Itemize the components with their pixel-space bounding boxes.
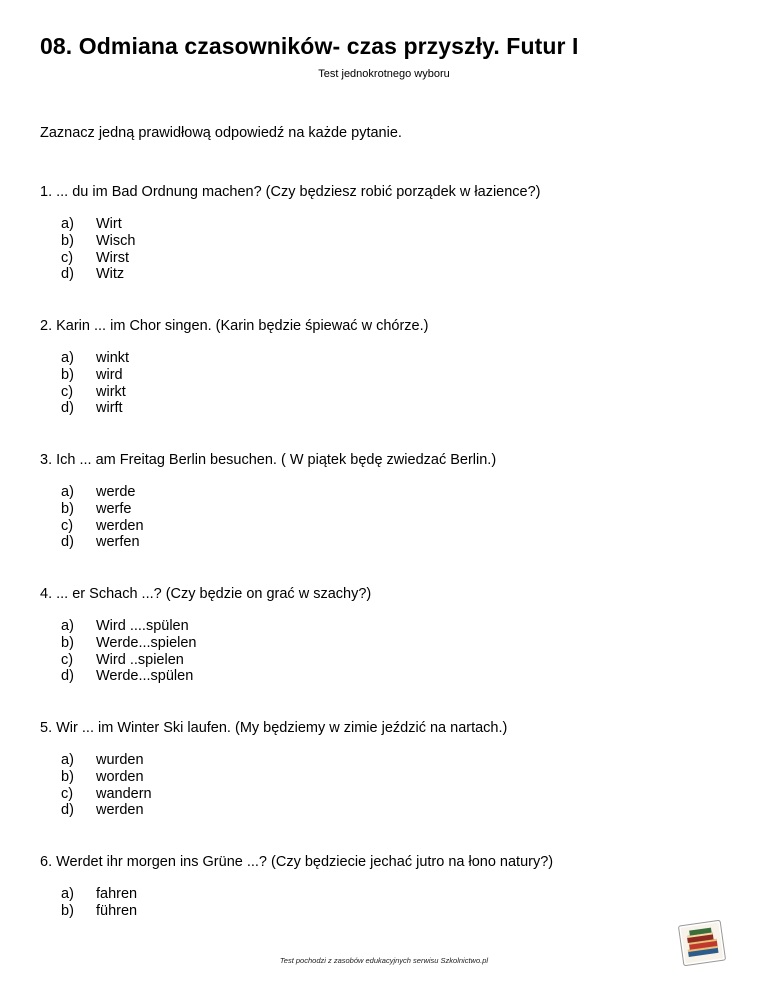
- answer-letter: b): [61, 500, 74, 517]
- answer-text: führen: [96, 902, 138, 919]
- question-text: 2. Karin ... im Chor singen. (Karin będzie śpiewać w chórze.): [40, 318, 429, 334]
- answer-text: Wirt: [96, 216, 122, 232]
- footer-source-text: Test pochodzi z zasobów edukacyjnych serwisu Szkolnictwo.pl: [279, 956, 489, 965]
- answer-letter: c): [61, 651, 74, 668]
- answer-list: [40, 216, 740, 283]
- answer-letter: a): [61, 886, 74, 902]
- answer-list: [40, 350, 740, 417]
- answer-text: wirkt: [96, 383, 126, 400]
- answer-option[interactable]: [40, 886, 740, 903]
- answer-text: Werde...spülen: [96, 668, 194, 685]
- answer-letter: a): [61, 752, 74, 768]
- answer-option[interactable]: [40, 618, 740, 635]
- answer-option[interactable]: [40, 518, 740, 535]
- answer-text: fahren: [96, 886, 138, 902]
- answer-letter: c): [61, 517, 74, 534]
- question-6: [40, 853, 740, 920]
- answer-text: Wisch: [96, 232, 136, 249]
- answer-text: Wirst: [96, 249, 130, 266]
- question-5: [40, 719, 740, 819]
- question-4: [40, 585, 740, 685]
- answer-option[interactable]: [40, 752, 740, 769]
- answer-letter: d): [61, 668, 74, 685]
- answer-text: werden: [96, 802, 144, 819]
- answer-letter: d): [61, 802, 74, 819]
- question-3: [40, 451, 740, 551]
- answer-option[interactable]: [40, 266, 740, 283]
- question-text: 5. Wir ... im Winter Ski laufen. (My będziemy w zimie jeździć na nartach.): [40, 720, 508, 736]
- answer-option[interactable]: [40, 769, 740, 786]
- answer-list: [40, 752, 740, 819]
- answer-option[interactable]: [40, 250, 740, 267]
- answer-option[interactable]: [40, 484, 740, 501]
- answer-letter: d): [61, 400, 74, 417]
- answer-text: werfen: [96, 534, 140, 551]
- answer-option[interactable]: [40, 216, 740, 233]
- question-text: 3. Ich ... am Freitag Berlin besuchen. ( W piątek będę zwiedzać Berlin.): [40, 452, 497, 468]
- answer-letter: b): [61, 232, 74, 249]
- answer-letter: a): [61, 618, 74, 634]
- answer-text: werfe: [96, 500, 132, 517]
- answer-letter: b): [61, 366, 74, 383]
- answer-option[interactable]: [40, 233, 740, 250]
- answer-text: worden: [96, 768, 144, 785]
- answer-text: werde: [96, 484, 136, 500]
- answer-letter: b): [61, 768, 74, 785]
- answer-letter: c): [61, 383, 74, 400]
- answer-list: [40, 618, 740, 685]
- answer-list: [40, 886, 740, 920]
- answer-letter: b): [61, 634, 74, 651]
- books-stack-icon: [675, 918, 729, 968]
- question-2: [40, 317, 740, 417]
- answer-letter: c): [61, 249, 74, 266]
- question-1: [40, 183, 740, 283]
- answer-letter: d): [61, 266, 74, 283]
- answer-letter: c): [61, 785, 74, 802]
- answer-option[interactable]: [40, 384, 740, 401]
- answer-option[interactable]: [40, 668, 740, 685]
- answer-letter: a): [61, 484, 74, 500]
- answer-letter: a): [61, 350, 74, 366]
- answer-letter: d): [61, 534, 74, 551]
- answer-text: Werde...spielen: [96, 634, 197, 651]
- answer-text: wird: [96, 366, 123, 383]
- answer-option[interactable]: [40, 802, 740, 819]
- answer-text: wurden: [96, 752, 144, 768]
- answer-text: winkt: [96, 350, 130, 366]
- answer-text: wirft: [96, 400, 123, 417]
- page-title: 08. Odmiana czasowników- czas przyszły. Futur I: [40, 33, 579, 59]
- answer-option[interactable]: [40, 903, 740, 920]
- answer-option[interactable]: [40, 635, 740, 652]
- answer-option[interactable]: [40, 534, 740, 551]
- answer-text: Wird ....spülen: [96, 618, 189, 634]
- answer-option[interactable]: [40, 367, 740, 384]
- page-subtitle: Test jednokrotnego wyboru: [318, 68, 450, 80]
- answer-text: Wird ..spielen: [96, 651, 184, 668]
- answer-text: Witz: [96, 266, 125, 283]
- answer-text: wandern: [96, 785, 152, 802]
- answer-option[interactable]: [40, 400, 740, 417]
- answer-option[interactable]: [40, 350, 740, 367]
- question-text: 6. Werdet ihr morgen ins Grüne ...? (Czy będziecie jechać jutro na łono natury?): [40, 854, 554, 870]
- question-text: 4. ... er Schach ...? (Czy będzie on grać w szachy?): [40, 586, 372, 602]
- instruction-text: Zaznacz jedną prawidłową odpowiedź na każde pytanie.: [40, 125, 402, 141]
- answer-option[interactable]: [40, 786, 740, 803]
- answer-letter: a): [61, 216, 74, 232]
- question-text: 1. ... du im Bad Ordnung machen? (Czy będziesz robić porządek w łazience?): [40, 184, 541, 200]
- answer-letter: b): [61, 902, 74, 919]
- answer-option[interactable]: [40, 652, 740, 669]
- answer-list: [40, 484, 740, 551]
- answer-text: werden: [96, 517, 144, 534]
- answer-option[interactable]: [40, 501, 740, 518]
